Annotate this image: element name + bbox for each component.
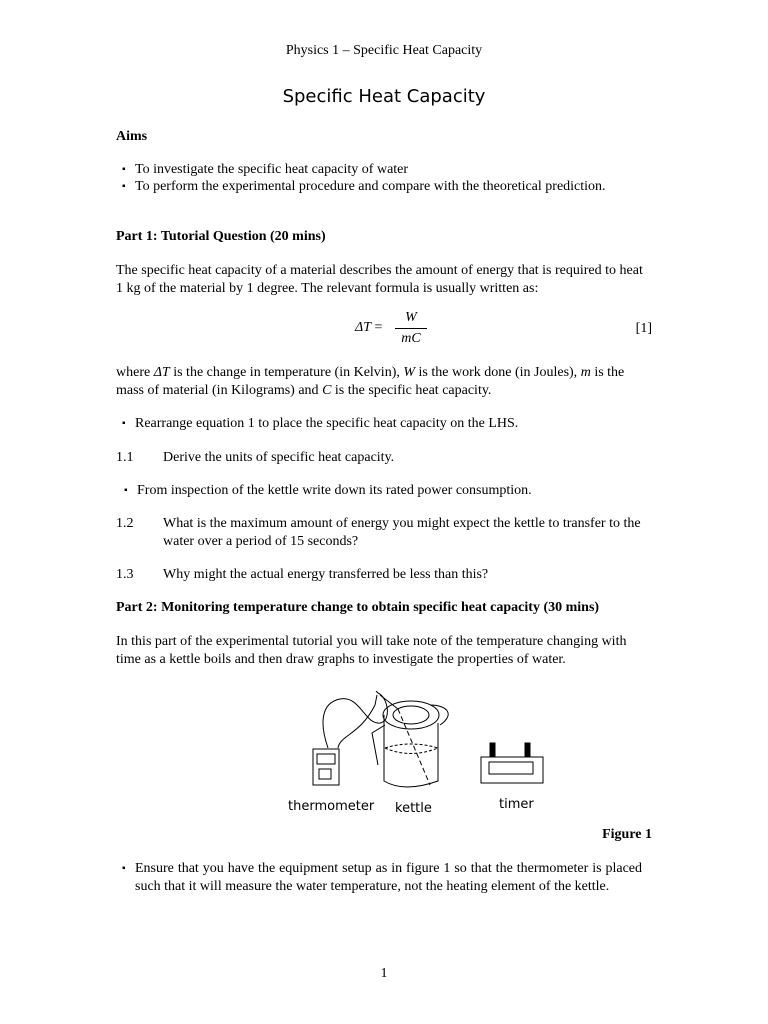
part2-heading: Part 2: Monitoring temperature change to obtain specific heat capacity (30 mins) [116, 600, 600, 615]
equation-numerator: W [405, 310, 417, 325]
setup-instruction: ▪ Ensure that you have the equipment setup as in figure 1 so that the thermometer is placed such that it will measure the water temperature, not the heating element of the kettle. [122, 861, 642, 894]
equation-fraction [395, 309, 427, 347]
equation-1 [355, 309, 435, 349]
page-title: Specific Heat Capacity [282, 86, 486, 107]
figure-caption: Figure 1 [602, 827, 652, 842]
aims-item-1: ▪ To investigate the specific heat capacity of water [122, 162, 409, 177]
kettle-label: kettle [395, 801, 432, 816]
question-1-3: 1.3 Why might the actual energy transferred be less than this? [116, 567, 489, 582]
part1-heading: Part 1: Tutorial Question (20 mins) [116, 229, 326, 244]
thermometer-device [313, 749, 339, 785]
part2-intro: In this part of the experimental tutorial you will take note of the temperature changing with time as a kettle boils and then draw graphs to investigate the properties of water. [116, 634, 627, 667]
part1-intro: The specific heat capacity of a material describes the amount of energy that is required to heat 1 kg of the material by 1 degree. The relevant formula is usually written as: [116, 263, 643, 296]
equation-denominator: mC [401, 330, 421, 346]
timer-drawing [481, 743, 543, 783]
variable-definitions: where ΔT is the change in temperature (in Kelvin), W is the work done (in Joules), m is the mass of material (in Kilograms) and C is the specific heat capacity. [116, 365, 625, 398]
timer-label: timer [499, 797, 534, 812]
bullet-icon: ▪ [124, 485, 128, 496]
aims-heading: Aims [116, 129, 148, 144]
bullet-icon: ▪ [122, 181, 126, 192]
bullet-icon: ▪ [122, 164, 126, 175]
instruction-bullet-1: ▪ Rearrange equation 1 to place the specific heat capacity on the LHS. [122, 416, 519, 431]
bullet-icon: ▪ [122, 863, 126, 874]
instruction-bullet-2: ▪ From inspection of the kettle write down its rated power consumption. [124, 483, 532, 498]
question-1-1: 1.1 Derive the units of specific heat capacity. [116, 450, 395, 465]
kettle-drawing [372, 695, 448, 787]
question-1-2: 1.2 What is the maximum amount of energy you might expect the kettle to transfer to the water over a period of 15 seconds? [116, 516, 641, 549]
aims-item-2: ▪ To perform the experimental procedure and compare with the theoretical prediction. [122, 179, 606, 194]
equipment-figure [280, 685, 580, 815]
page-number: 1 [380, 966, 388, 981]
equation-number: [1] [635, 321, 652, 336]
page-header: Physics 1 – Specific Heat Capacity [285, 43, 483, 58]
thermometer-label: thermometer [288, 799, 375, 814]
bullet-icon: ▪ [122, 418, 126, 429]
thermometer-cable [323, 691, 387, 748]
equation-lhs: ΔT [355, 320, 372, 335]
equation-equals: = [374, 320, 383, 335]
